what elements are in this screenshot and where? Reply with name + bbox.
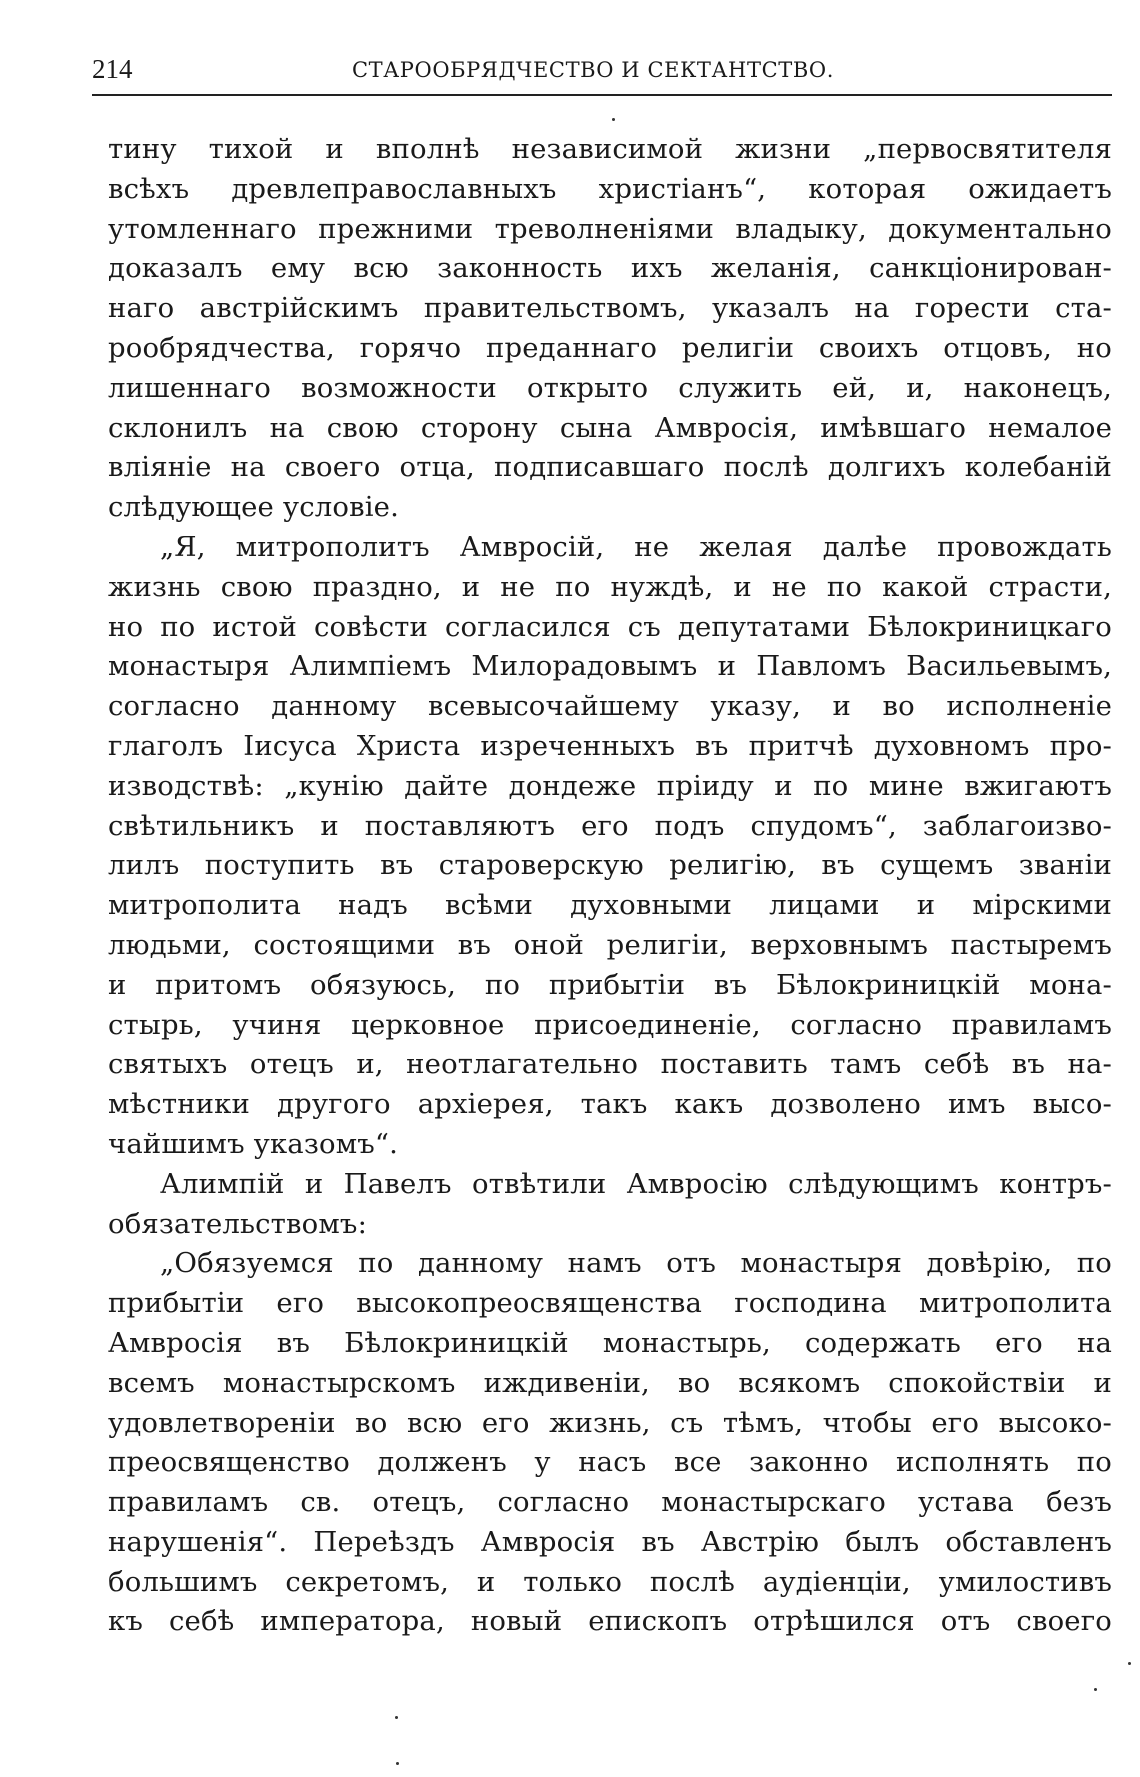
text-line: всемъ монастырскомъ иждивеніи, во всякомъ спокойствіи и (108, 1366, 1112, 1399)
print-speck (1128, 1662, 1131, 1665)
text-line: свѣтильникъ и поставляютъ его подъ спудомъ“, заблагоизво- (108, 809, 1112, 842)
print-speck (612, 118, 615, 121)
text-line: наго австрійскимъ правительствомъ, указалъ на горести ста- (108, 292, 1112, 325)
text-line: вліяніе на своего отца, подписавшаго послѣ долгихъ колебаній (108, 451, 1112, 484)
text-line: лилъ поступить въ староверскую религію, въ сущемъ званіи (108, 849, 1112, 882)
text-line: склонилъ на свою сторону сына Амвросія, имѣвшаго немалое (108, 411, 1112, 444)
text-line: стырь, учиня церковное присоединеніе, согласно правиламъ (108, 1008, 1112, 1041)
print-speck (395, 1716, 398, 1719)
text-line: большимъ секретомъ, и только послѣ аудіенціи, умилостивъ (108, 1565, 1112, 1598)
text-line: прибытіи его высокопреосвященства господина митрополита (108, 1287, 1112, 1320)
text-line: доказалъ ему всю законность ихъ желанія, санкціонирован- (108, 252, 1112, 285)
text-line: Амвросія въ Бѣлокриницкій монастырь, содержать его на (108, 1326, 1112, 1359)
text-line: нарушенія“. Переѣздъ Амвросія въ Австрію былъ обставленъ (108, 1525, 1112, 1558)
text-line: преосвященство долженъ у насъ все законно исполнять по (108, 1446, 1112, 1479)
text-line: лишеннаго возможности открыто служить ей, и, наконецъ, (108, 371, 1112, 404)
text-line: людьми, состоящими въ оной религіи, верховнымъ пастыремъ (108, 928, 1112, 961)
header-rule (92, 94, 1112, 96)
text-line: обязательствомъ: (108, 1207, 367, 1240)
text-line: „Обязуемся по данному намъ отъ монастыря довѣрію, по (160, 1247, 1112, 1280)
text-line: мѣстники другого архіерея, такъ какъ дозволено имъ высо- (108, 1088, 1112, 1121)
page-header (92, 48, 1112, 88)
text-line: удовлетвореніи во всю его жизнь, съ тѣмъ, чтобы его высоко- (108, 1406, 1112, 1439)
body-text (108, 130, 1112, 1642)
text-line: монастыря Алимпіемъ Милорадовымъ и Павломъ Васильевымъ, (108, 650, 1112, 683)
text-line: слѣдующее условіе. (108, 491, 399, 524)
text-line: правиламъ св. отецъ, согласно монастырскаго устава безъ (108, 1486, 1112, 1519)
text-line: рообрядчества, горячо преданнаго религіи своихъ отцовъ, но (108, 331, 1112, 364)
text-line: тину тихой и вполнѣ независимой жизни „первосвятителя (108, 133, 1112, 165)
text-line: согласно данному всевысочайшему указу, и во исполненіе (108, 690, 1112, 723)
text-line: митрополита надъ всѣми духовными лицами и мірскими (108, 889, 1112, 922)
text-line: „Я, митрополитъ Амвросій, не желая далѣе провождать (160, 530, 1112, 563)
print-speck (1094, 1688, 1097, 1691)
text-line: къ себѣ императора, новый епископъ отрѣшился отъ своего (108, 1605, 1112, 1638)
text-line: утомленнаго прежними треволненіями владыку, документально (108, 212, 1112, 245)
text-line: всѣхъ древлеправославныхъ христіанъ“, которая ожидаетъ (108, 172, 1112, 205)
text-line: изводствѣ: „кунію дайте дондеже пріиду и по мине вжигаютъ (108, 769, 1112, 802)
print-speck (396, 1762, 399, 1765)
text-line: жизнь свою праздно, и не по нуждѣ, и не по какой страсти, (108, 570, 1112, 603)
running-head: СТАРООБРЯДЧЕСТВО И СЕКТАНТСТВО. (352, 58, 834, 82)
text-line: но по истой совѣсти согласился съ депутатами Бѣлокриницкаго (108, 610, 1112, 643)
text-line: глаголъ Іисуса Христа изреченныхъ въ притчѣ духовномъ про- (108, 729, 1112, 762)
text-line: святыхъ отецъ и, неотлагательно поставить тамъ себѣ въ на- (108, 1048, 1112, 1081)
page-number: 214 (92, 54, 133, 84)
text-line: Алимпій и Павелъ отвѣтили Амвросію слѣдующимъ контръ- (160, 1167, 1112, 1200)
text-line: чайшимъ указомъ“. (108, 1127, 398, 1160)
text-line: и притомъ обязуюсь, по прибытіи въ Бѣлокриницкій мона- (108, 968, 1112, 1001)
